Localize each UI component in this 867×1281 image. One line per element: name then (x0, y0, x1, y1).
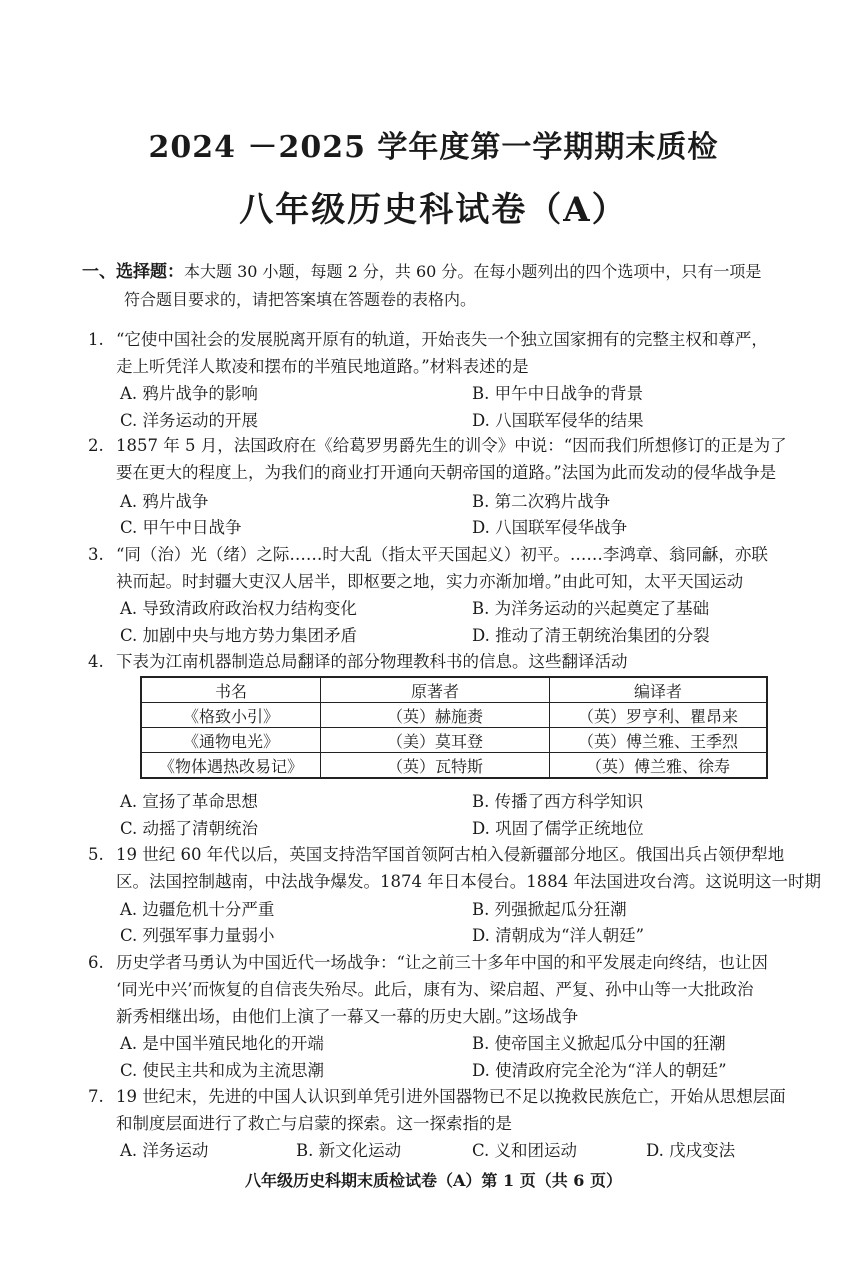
table-cell: （英）罗亨利、瞿昂来 (550, 703, 768, 728)
option-a: A. 边疆危机十分严重 (120, 900, 275, 919)
table-cell: （英）瓦特斯 (321, 753, 550, 779)
option-d: D. 戊戌变法 (646, 1141, 736, 1160)
table-row (141, 703, 767, 728)
table-cell: （美）莫耳登 (321, 728, 550, 753)
option-c: C. 使民主共和成为主流思潮 (120, 1061, 325, 1080)
question-text: 下表为江南机器制造总局翻译的部分物理教科书的信息。这些翻译活动 (116, 652, 628, 671)
section-intro-line2: 符合题目要求的，请把答案填在答题卷的表格内。 (124, 290, 477, 309)
option-b: B. 列强掀起瓜分狂潮 (472, 900, 627, 919)
question-7 (88, 1083, 828, 1137)
table-header: 编译者 (550, 677, 768, 703)
question-4 (88, 648, 828, 675)
table-header-row (141, 677, 767, 703)
exam-subtitle: 八年级历史科试卷（A） (239, 190, 628, 230)
option-b: B. 使帝国主义掀起瓜分中国的狂潮 (472, 1034, 726, 1053)
question-2 (88, 432, 828, 486)
option-c: C. 动摇了清朝统治 (120, 819, 259, 838)
question-text: “同（治）光（绪）之际……时大乱（指太平天国起义）初平。……李鸿章、翁同龢，亦联 (116, 545, 768, 564)
table-cell: 《通物电光》 (141, 728, 321, 753)
question-text: 走上听凭洋人欺凌和摆布的半殖民地道路。”材料表述的是 (116, 357, 529, 376)
question-text: 历史学者马勇认为中国近代一场战争：“让之前三十多年中国的和平发展走向终结，也让因 (116, 953, 768, 972)
question-5 (88, 841, 828, 895)
question-6 (88, 949, 828, 1030)
option-d: D. 使清政府完全沦为“洋人的朝廷” (472, 1061, 727, 1080)
option-c: C. 甲午中日战争 (120, 518, 242, 537)
table-cell: 《格致小引》 (141, 703, 321, 728)
option-b: B. 传播了西方科学知识 (472, 792, 644, 811)
exam-title: 2024 －2025 学年度第一学期期末质检 (148, 130, 719, 165)
page-footer: 八年级历史科期末质检试卷（A）第 1 页（共 6 页） (245, 1171, 622, 1190)
option-a: A. 洋务运动 (120, 1141, 209, 1160)
option-a: A. 鸦片战争的影响 (120, 384, 258, 403)
question-number: 7. (88, 1087, 104, 1106)
option-b: B. 为洋务运动的兴起奠定了基础 (472, 599, 710, 618)
question-number: 1. (88, 330, 104, 349)
option-c: C. 洋务运动的开展 (120, 411, 259, 430)
option-a: A. 是中国半殖民地化的开端 (120, 1034, 324, 1053)
table-row (141, 753, 767, 779)
question-text: “它使中国社会的发展脱离开原有的轨道，开始丧失一个独立国家拥有的完整主权和尊严， (116, 330, 768, 349)
question-number: 6. (88, 953, 104, 972)
question-text: 区。法国控制越南，中法战争爆发。1874 年日本侵台。1884 年法国进攻台湾。这说明这一时期 (116, 872, 821, 891)
option-a: A. 鸦片战争 (120, 492, 209, 511)
section-instructions (82, 258, 842, 314)
option-c: C. 列强军事力量弱小 (120, 926, 275, 945)
question-1 (88, 326, 828, 380)
section-intro-line1: 本大题 30 小题，每题 2 分，共 60 分。在每小题列出的四个选项中，只有一项是 (184, 262, 762, 281)
option-b: B. 甲午中日战争的背景 (472, 384, 644, 403)
question-number: 5. (88, 845, 104, 864)
table-header: 原著者 (321, 677, 550, 703)
table-cell: （英）赫施赉 (321, 703, 550, 728)
table-cell: （英）傅兰雅、徐寿 (550, 753, 768, 779)
option-c: C. 加剧中央与地方势力集团矛盾 (120, 626, 358, 645)
option-d: D. 巩固了儒学正统地位 (472, 819, 644, 838)
question-text: 19 世纪末，先进的中国人认识到单凭引进外国器物已不足以挽救民族危亡，开始从思想层面 (116, 1087, 786, 1106)
table-cell: （英）傅兰雅、王季烈 (550, 728, 768, 753)
option-d: D. 推动了清王朝统治集团的分裂 (472, 626, 710, 645)
question-text: 新秀相继出场，由他们上演了一幕又一幕的历史大剧。”这场战争 (116, 1007, 579, 1026)
option-a: A. 导致清政府政治权力结构变化 (120, 599, 357, 618)
translation-table (140, 676, 768, 779)
question-text: ‘同光中兴’而恢复的自信丧失殆尽。此后，康有为、梁启超、严复、孙中山等一大批政治 (116, 980, 754, 999)
question-number: 2. (88, 436, 104, 455)
question-text: 19 世纪 60 年代以后，英国支持浩罕国首领阿古柏入侵新疆部分地区。俄国出兵占领伊犁地 (116, 845, 785, 864)
option-c: C. 义和团运动 (472, 1141, 578, 1160)
option-b: B. 新文化运动 (296, 1141, 402, 1160)
option-d: D. 八国联军侵华战争 (472, 518, 628, 537)
question-text: 要在更大的程度上，为我们的商业打开通向天朝帝国的道路。”法国为此而发动的侵华战争是 (116, 463, 777, 482)
option-a: A. 宣扬了革命思想 (120, 792, 258, 811)
question-3 (88, 541, 828, 595)
table-header: 书名 (141, 677, 321, 703)
table-cell: 《物体遇热改易记》 (141, 753, 321, 779)
question-text: 袂而起。时封疆大吏汉人居半，即枢要之地，实力亦渐加增。”由此可知，太平天国运动 (116, 572, 744, 591)
table-row (141, 728, 767, 753)
question-text: 和制度层面进行了救亡与启蒙的探索。这一探索指的是 (116, 1114, 512, 1133)
option-b: B. 第二次鸦片战争 (472, 492, 611, 511)
option-d: D. 八国联军侵华的结果 (472, 411, 644, 430)
option-d: D. 清朝成为“洋人朝廷” (472, 926, 645, 945)
question-number: 3. (88, 545, 104, 564)
question-text: 1857 年 5 月，法国政府在《给葛罗男爵先生的训令》中说：“因而我们所想修订的正是为了 (116, 436, 787, 455)
question-number: 4. (88, 652, 104, 671)
section-heading: 一、选择题： (82, 262, 184, 282)
